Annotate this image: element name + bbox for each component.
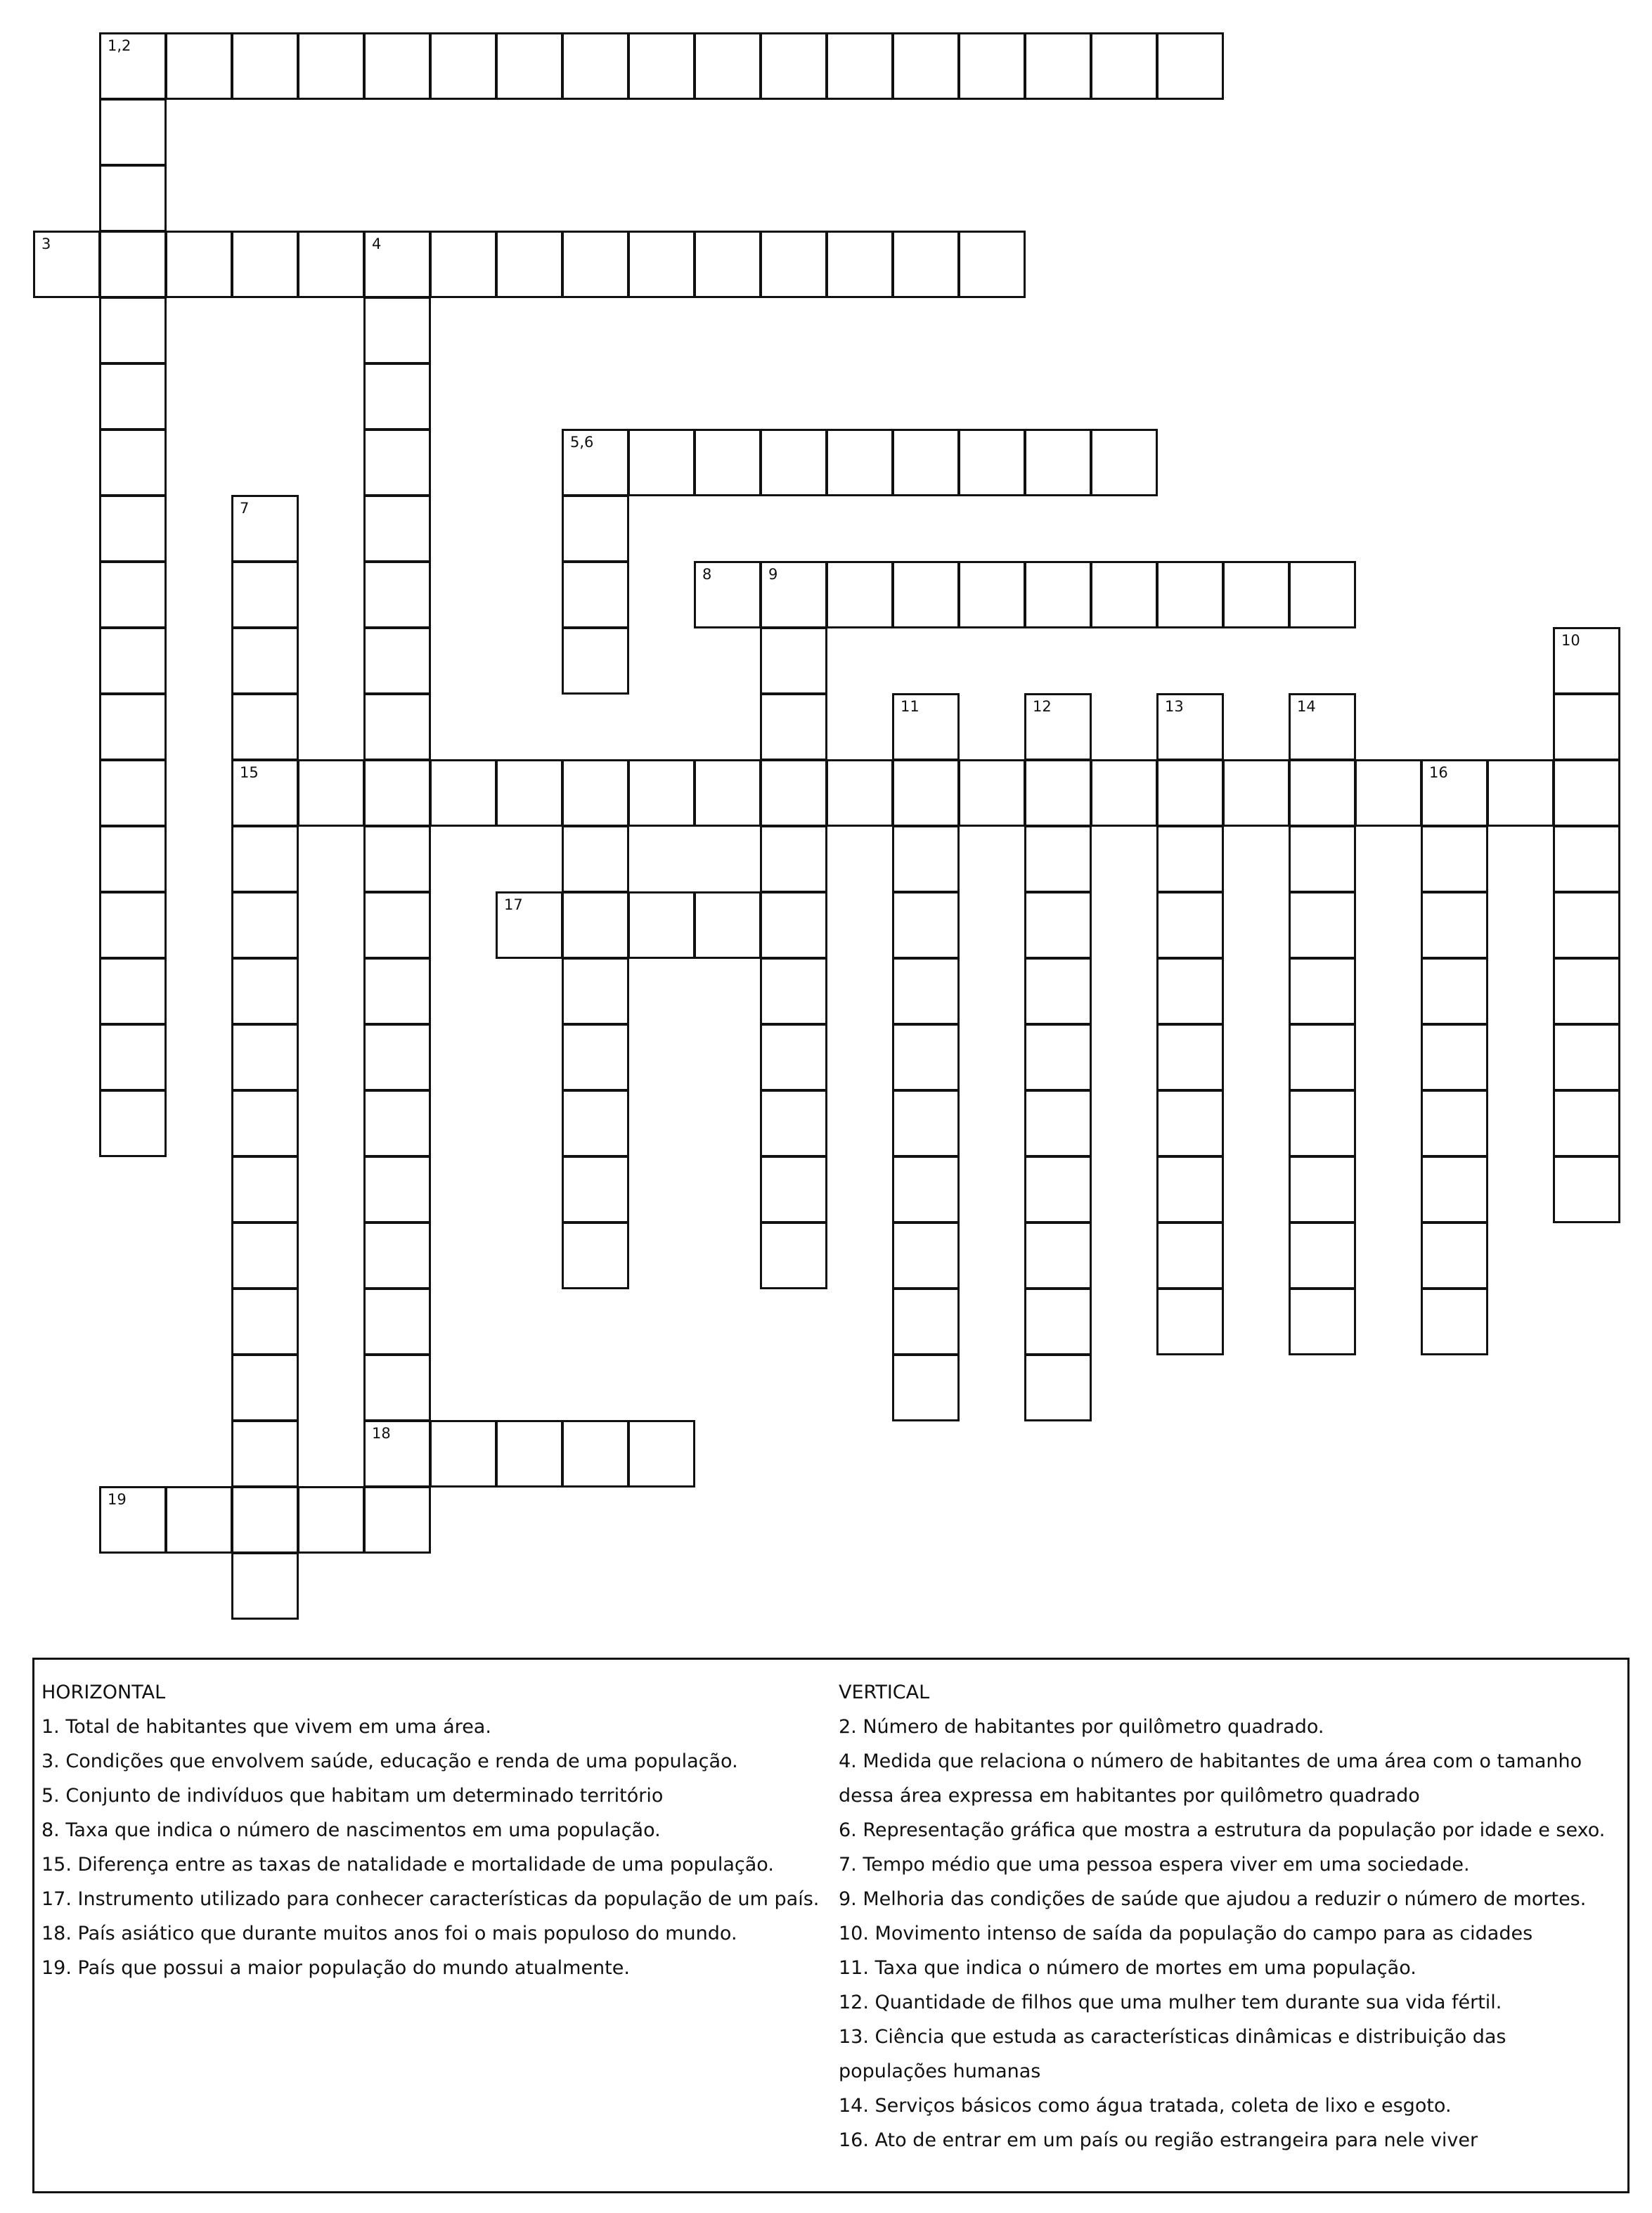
crossword-cell[interactable] bbox=[1487, 759, 1554, 827]
crossword-cell[interactable] bbox=[1553, 957, 1620, 1025]
crossword-cell[interactable] bbox=[99, 1024, 167, 1091]
crossword-cell[interactable] bbox=[1156, 957, 1224, 1025]
crossword-cell[interactable] bbox=[1421, 825, 1488, 893]
clue-v-10: 10. Movimento intenso de saída da população do campo para as cidades bbox=[839, 1923, 1533, 1944]
crossword-cell-8[interactable] bbox=[694, 561, 761, 628]
clue-h-17: 17. Instrumento utilizado para conhecer características da população de um país. bbox=[41, 1888, 820, 1910]
crossword-cell[interactable] bbox=[760, 429, 827, 496]
crossword-cell[interactable] bbox=[1289, 1090, 1356, 1157]
clue-number: 8 bbox=[702, 566, 712, 583]
crossword-cell[interactable] bbox=[760, 32, 827, 100]
crossword-cell[interactable] bbox=[231, 693, 299, 761]
crossword-cell[interactable] bbox=[760, 825, 827, 893]
crossword-cell[interactable] bbox=[562, 957, 629, 1025]
crossword-cell[interactable] bbox=[1024, 1090, 1092, 1157]
crossword-cell[interactable] bbox=[99, 891, 167, 959]
crossword-cell[interactable] bbox=[958, 429, 1026, 496]
crossword-cell[interactable] bbox=[231, 1420, 299, 1488]
crossword-cell[interactable] bbox=[1024, 1222, 1092, 1289]
crossword-cell[interactable] bbox=[958, 231, 1026, 298]
clue-h-5: 5. Conjunto de indivíduos que habitam um determinado território bbox=[41, 1785, 664, 1807]
crossword-cell[interactable] bbox=[99, 825, 167, 893]
crossword-cell[interactable] bbox=[760, 1222, 827, 1289]
crossword-cell[interactable] bbox=[892, 825, 960, 893]
vertical-heading: VERTICAL bbox=[839, 1682, 930, 1703]
crossword-cell[interactable] bbox=[892, 1222, 960, 1289]
crossword-cell[interactable] bbox=[231, 825, 299, 893]
crossword-cell[interactable] bbox=[1289, 1156, 1356, 1223]
crossword-cell[interactable] bbox=[628, 231, 695, 298]
crossword-cell[interactable] bbox=[165, 32, 233, 100]
crossword-cell[interactable] bbox=[562, 627, 629, 695]
crossword-cell[interactable] bbox=[892, 1090, 960, 1157]
crossword-cell[interactable] bbox=[562, 231, 629, 298]
crossword-cell[interactable] bbox=[496, 32, 563, 100]
crossword-cell[interactable] bbox=[1289, 1288, 1356, 1355]
crossword-cell[interactable] bbox=[165, 231, 233, 298]
crossword-cell[interactable] bbox=[562, 1024, 629, 1091]
crossword-cell-4[interactable] bbox=[363, 231, 431, 298]
clue-number: 9 bbox=[768, 566, 778, 583]
crossword-cell[interactable] bbox=[826, 429, 893, 496]
crossword-cell[interactable] bbox=[165, 1486, 233, 1554]
crossword-cell[interactable] bbox=[496, 759, 563, 827]
crossword-cell[interactable] bbox=[99, 495, 167, 562]
crossword-cell[interactable] bbox=[1024, 429, 1092, 496]
clue-v-6: 6. Representação gráfica que mostra a estrutura da população por idade e sexo. bbox=[839, 1819, 1606, 1841]
crossword-cell-7[interactable] bbox=[231, 495, 299, 562]
clue-number: 18 bbox=[372, 1425, 391, 1442]
crossword-cell[interactable] bbox=[231, 627, 299, 695]
crossword-cell[interactable] bbox=[694, 231, 761, 298]
crossword-cell[interactable] bbox=[99, 627, 167, 695]
crossword-cell[interactable] bbox=[562, 1222, 629, 1289]
crossword-cell[interactable] bbox=[1553, 891, 1620, 959]
crossword-cell[interactable] bbox=[1156, 1156, 1224, 1223]
crossword-cell-9[interactable] bbox=[760, 561, 827, 628]
crossword-cell-16[interactable] bbox=[1421, 759, 1488, 827]
crossword-cell[interactable] bbox=[363, 429, 431, 496]
crossword-cell[interactable] bbox=[1156, 1024, 1224, 1091]
crossword-cell[interactable] bbox=[1421, 1156, 1488, 1223]
crossword-cell[interactable] bbox=[1355, 759, 1422, 827]
crossword-cell[interactable] bbox=[1090, 429, 1158, 496]
clue-v-12: 12. Quantidade de filhos que uma mulher tem durante sua vida fértil. bbox=[839, 1992, 1502, 2013]
crossword-cell[interactable] bbox=[231, 1222, 299, 1289]
clues-box bbox=[32, 1658, 1630, 2193]
crossword-cell-14[interactable] bbox=[1289, 693, 1356, 761]
crossword-cell[interactable] bbox=[1024, 561, 1092, 628]
crossword-cell[interactable] bbox=[297, 759, 365, 827]
crossword-cell[interactable] bbox=[694, 32, 761, 100]
crossword-cell[interactable] bbox=[892, 32, 960, 100]
clue-v-4: 4. Medida que relaciona o número de habitantes de uma área com o tamanho dessa área expressa em habitantes por quilômetro quadrado bbox=[839, 1750, 1582, 1807]
crossword-cell[interactable] bbox=[1222, 561, 1290, 628]
crossword-cell[interactable] bbox=[760, 957, 827, 1025]
crossword-cell[interactable] bbox=[1024, 1288, 1092, 1355]
crossword-cell[interactable] bbox=[1421, 891, 1488, 959]
crossword-cell[interactable] bbox=[1289, 1024, 1356, 1091]
crossword-cell[interactable] bbox=[760, 231, 827, 298]
crossword-cell[interactable] bbox=[760, 1024, 827, 1091]
crossword-cell[interactable] bbox=[628, 429, 695, 496]
crossword-cell[interactable] bbox=[297, 1486, 365, 1554]
crossword-cell[interactable] bbox=[363, 693, 431, 761]
crossword-cell[interactable] bbox=[1024, 1354, 1092, 1421]
crossword-cell[interactable] bbox=[1289, 891, 1356, 959]
clue-number: 11 bbox=[901, 698, 919, 715]
clue-number: 15 bbox=[240, 764, 259, 781]
clue-h-3: 3. Condições que envolvem saúde, educação e renda de uma população. bbox=[41, 1750, 738, 1772]
crossword-cell[interactable] bbox=[562, 495, 629, 562]
crossword-cell[interactable] bbox=[1090, 561, 1158, 628]
crossword-cell[interactable] bbox=[99, 759, 167, 827]
clue-number: 16 bbox=[1429, 764, 1448, 781]
clue-h-8: 8. Taxa que indica o número de nascimentos em uma população. bbox=[41, 1819, 661, 1841]
crossword-cell[interactable] bbox=[826, 231, 893, 298]
clue-number: 7 bbox=[240, 500, 250, 517]
crossword-cell[interactable] bbox=[826, 561, 893, 628]
crossword-cell[interactable] bbox=[1024, 759, 1092, 827]
crossword-cell[interactable] bbox=[363, 1486, 431, 1554]
crossword-cell-19[interactable] bbox=[99, 1486, 167, 1554]
crossword-cell[interactable] bbox=[1090, 32, 1158, 100]
crossword-cell[interactable] bbox=[363, 495, 431, 562]
clue-number: 5,6 bbox=[570, 434, 594, 451]
crossword-cell-13[interactable] bbox=[1156, 693, 1224, 761]
crossword-cell[interactable] bbox=[1156, 1222, 1224, 1289]
crossword-cell[interactable] bbox=[958, 561, 1026, 628]
crossword-cell[interactable] bbox=[363, 1090, 431, 1157]
crossword-cell[interactable] bbox=[892, 429, 960, 496]
crossword-cell-15[interactable] bbox=[231, 759, 299, 827]
clue-h-19: 19. País que possui a maior população do mundo atualmente. bbox=[41, 1957, 630, 1979]
clue-v-7: 7. Tempo médio que uma pessoa espera viver em uma sociedade. bbox=[839, 1854, 1470, 1876]
crossword-cell[interactable] bbox=[760, 693, 827, 761]
crossword-cell[interactable] bbox=[694, 759, 761, 827]
clue-v-14: 14. Serviços básicos como água tratada, coleta de lixo e esgoto. bbox=[839, 2095, 1452, 2117]
crossword-cell[interactable] bbox=[99, 1090, 167, 1157]
crossword-cell[interactable] bbox=[99, 98, 167, 166]
clue-number: 19 bbox=[108, 1491, 127, 1508]
clue-number: 1,2 bbox=[108, 37, 131, 54]
crossword-cell[interactable] bbox=[1156, 825, 1224, 893]
crossword-cell[interactable] bbox=[363, 1222, 431, 1289]
crossword-cell[interactable] bbox=[231, 1552, 299, 1620]
crossword-cell[interactable] bbox=[628, 1420, 695, 1488]
crossword-cell[interactable] bbox=[1289, 957, 1356, 1025]
crossword-cell[interactable] bbox=[1553, 1024, 1620, 1091]
crossword-cell[interactable] bbox=[99, 693, 167, 761]
crossword-cell[interactable] bbox=[892, 957, 960, 1025]
crossword-cell[interactable] bbox=[1156, 891, 1224, 959]
crossword-cell[interactable] bbox=[297, 231, 365, 298]
crossword-cell[interactable] bbox=[231, 1288, 299, 1355]
clue-v-13: 13. Ciência que estuda as características dinâmicas e distribuição das populações humanas bbox=[839, 2026, 1506, 2082]
crossword-cell[interactable] bbox=[562, 1420, 629, 1488]
crossword-cell[interactable] bbox=[1156, 759, 1224, 827]
crossword-cell[interactable] bbox=[1553, 693, 1620, 761]
crossword-cell[interactable] bbox=[231, 1024, 299, 1091]
crossword-cell[interactable] bbox=[1553, 759, 1620, 827]
crossword-cell[interactable] bbox=[430, 32, 497, 100]
crossword-cell-12[interactable] bbox=[1024, 693, 1092, 761]
crossword-cell[interactable] bbox=[958, 32, 1026, 100]
crossword-cell[interactable] bbox=[562, 1156, 629, 1223]
clue-v-16: 16. Ato de entrar em um país ou região estrangeira para nele viver bbox=[839, 2129, 1478, 2151]
crossword-cell[interactable] bbox=[1421, 1222, 1488, 1289]
clue-number: 14 bbox=[1297, 698, 1316, 715]
crossword-cell[interactable] bbox=[562, 891, 629, 959]
crossword-cell[interactable] bbox=[628, 891, 695, 959]
crossword-cell[interactable] bbox=[892, 1288, 960, 1355]
crossword-cell[interactable] bbox=[1090, 759, 1158, 827]
crossword-cell[interactable] bbox=[99, 297, 167, 364]
clue-h-18: 18. País asiático que durante muitos anos foi o mais populoso do mundo. bbox=[41, 1923, 737, 1944]
horizontal-clues bbox=[41, 1675, 829, 1985]
crossword-cell[interactable] bbox=[430, 1420, 497, 1488]
crossword-cell[interactable] bbox=[363, 1354, 431, 1421]
crossword-cell[interactable] bbox=[430, 759, 497, 827]
crossword-cell[interactable] bbox=[1421, 1024, 1488, 1091]
clue-number: 17 bbox=[504, 896, 523, 913]
crossword-cell[interactable] bbox=[496, 231, 563, 298]
crossword-cell-5-6[interactable] bbox=[562, 429, 629, 496]
crossword-cell[interactable] bbox=[231, 231, 299, 298]
crossword-cell[interactable] bbox=[562, 561, 629, 628]
vertical-clues bbox=[839, 1675, 1619, 2157]
crossword-cell[interactable] bbox=[892, 1024, 960, 1091]
crossword-cell[interactable] bbox=[562, 32, 629, 100]
crossword-cell[interactable] bbox=[760, 891, 827, 959]
crossword-cell[interactable] bbox=[1156, 32, 1224, 100]
clue-number: 13 bbox=[1165, 698, 1184, 715]
crossword-cell[interactable] bbox=[1289, 825, 1356, 893]
crossword-cell[interactable] bbox=[99, 363, 167, 430]
clue-number: 4 bbox=[372, 236, 382, 252]
crossword-cell[interactable] bbox=[363, 891, 431, 959]
crossword-cell[interactable] bbox=[628, 32, 695, 100]
crossword-cell[interactable] bbox=[363, 363, 431, 430]
crossword-cell[interactable] bbox=[363, 32, 431, 100]
clue-number: 12 bbox=[1033, 698, 1052, 715]
crossword-cell[interactable] bbox=[1024, 1024, 1092, 1091]
crossword-cell[interactable] bbox=[1024, 1156, 1092, 1223]
crossword-cell[interactable] bbox=[231, 32, 299, 100]
clue-v-2: 2. Número de habitantes por quilômetro quadrado. bbox=[839, 1716, 1324, 1738]
crossword-cell[interactable] bbox=[231, 1354, 299, 1421]
crossword-cell[interactable] bbox=[99, 231, 167, 298]
crossword-cell[interactable] bbox=[363, 627, 431, 695]
crossword-cell[interactable] bbox=[363, 297, 431, 364]
crossword-cell[interactable] bbox=[760, 1090, 827, 1157]
crossword-cell[interactable] bbox=[1421, 1090, 1488, 1157]
crossword-cell-18[interactable] bbox=[363, 1420, 431, 1488]
crossword-cell[interactable] bbox=[231, 561, 299, 628]
crossword-cell[interactable] bbox=[363, 825, 431, 893]
crossword-cell[interactable] bbox=[760, 1156, 827, 1223]
crossword-cell[interactable] bbox=[231, 1486, 299, 1554]
crossword-cell[interactable] bbox=[562, 825, 629, 893]
crossword-cell-1-2[interactable] bbox=[99, 32, 167, 100]
crossword-cell[interactable] bbox=[363, 957, 431, 1025]
crossword-cell[interactable] bbox=[496, 1420, 563, 1488]
crossword-cell[interactable] bbox=[297, 32, 365, 100]
crossword-cell[interactable] bbox=[231, 1090, 299, 1157]
crossword-cell[interactable] bbox=[1289, 561, 1356, 628]
clue-number: 10 bbox=[1561, 632, 1580, 649]
clue-number: 3 bbox=[41, 236, 51, 252]
crossword-cell[interactable] bbox=[99, 429, 167, 496]
crossword-cell[interactable] bbox=[760, 627, 827, 695]
crossword-cell[interactable] bbox=[231, 1156, 299, 1223]
crossword-cell-3[interactable] bbox=[33, 231, 101, 298]
crossword-cell[interactable] bbox=[694, 891, 761, 959]
clue-v-11: 11. Taxa que indica o número de mortes em uma população. bbox=[839, 1957, 1417, 1979]
crossword-cell[interactable] bbox=[892, 231, 960, 298]
crossword-cell[interactable] bbox=[562, 1090, 629, 1157]
crossword-cell[interactable] bbox=[1553, 1156, 1620, 1223]
clue-h-1: 1. Total de habitantes que vivem em uma área. bbox=[41, 1716, 491, 1738]
crossword-cell[interactable] bbox=[892, 1156, 960, 1223]
crossword-cell-17[interactable] bbox=[496, 891, 563, 959]
crossword-cell[interactable] bbox=[363, 1024, 431, 1091]
crossword-cell[interactable] bbox=[1156, 1090, 1224, 1157]
crossword-cell[interactable] bbox=[760, 759, 827, 827]
crossword-cell[interactable] bbox=[1553, 825, 1620, 893]
crossword-cell[interactable] bbox=[1024, 825, 1092, 893]
crossword-cell[interactable] bbox=[562, 759, 629, 827]
crossword-cell[interactable] bbox=[231, 957, 299, 1025]
crossword-cell[interactable] bbox=[363, 561, 431, 628]
crossword-cell[interactable] bbox=[1156, 1288, 1224, 1355]
crossword-cell[interactable] bbox=[1024, 891, 1092, 959]
crossword-cell[interactable] bbox=[694, 429, 761, 496]
crossword-cell[interactable] bbox=[231, 891, 299, 959]
crossword-cell-10[interactable] bbox=[1553, 627, 1620, 695]
crossword-cell[interactable] bbox=[1222, 759, 1290, 827]
crossword-cell[interactable] bbox=[99, 561, 167, 628]
crossword-cell[interactable] bbox=[99, 957, 167, 1025]
clue-v-9: 9. Melhoria das condições de saúde que ajudou a reduzir o número de mortes. bbox=[839, 1888, 1587, 1910]
crossword-cell[interactable] bbox=[826, 759, 893, 827]
crossword-cell[interactable] bbox=[1024, 32, 1092, 100]
clue-h-15: 15. Diferença entre as taxas de natalidade e mortalidade de uma população. bbox=[41, 1854, 774, 1876]
crossword-cell[interactable] bbox=[1553, 1090, 1620, 1157]
crossword-cell[interactable] bbox=[892, 891, 960, 959]
crossword-cell[interactable] bbox=[363, 1156, 431, 1223]
crossword-cell[interactable] bbox=[430, 231, 497, 298]
horizontal-heading: HORIZONTAL bbox=[41, 1682, 166, 1703]
crossword-cell[interactable] bbox=[363, 759, 431, 827]
crossword-cell-11[interactable] bbox=[892, 693, 960, 761]
crossword-cell[interactable] bbox=[1421, 957, 1488, 1025]
crossword-cell[interactable] bbox=[892, 759, 960, 827]
crossword-cell[interactable] bbox=[99, 164, 167, 232]
crossword-cell[interactable] bbox=[826, 32, 893, 100]
crossword-cell[interactable] bbox=[1156, 561, 1224, 628]
crossword-cell[interactable] bbox=[628, 759, 695, 827]
crossword-cell[interactable] bbox=[1289, 759, 1356, 827]
crossword-cell[interactable] bbox=[892, 561, 960, 628]
crossword-cell[interactable] bbox=[1289, 1222, 1356, 1289]
crossword-cell[interactable] bbox=[1024, 957, 1092, 1025]
crossword-cell[interactable] bbox=[1421, 1288, 1488, 1355]
crossword-cell[interactable] bbox=[958, 759, 1026, 827]
crossword-cell[interactable] bbox=[892, 1354, 960, 1421]
crossword-cell[interactable] bbox=[363, 1288, 431, 1355]
